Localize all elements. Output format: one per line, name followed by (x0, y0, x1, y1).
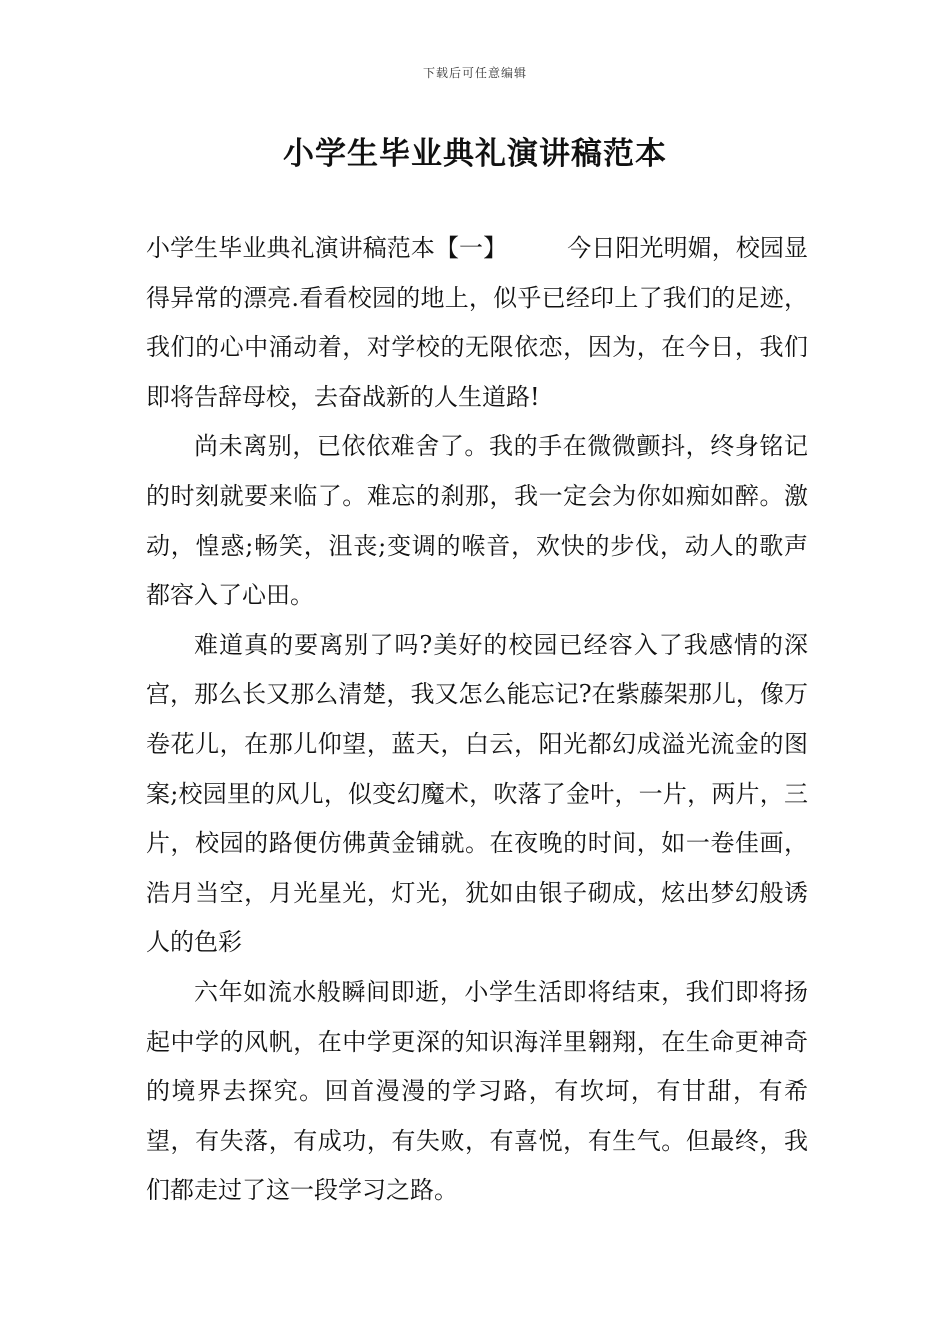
section-heading: 小学生毕业典礼演讲稿范本【一】 (146, 234, 508, 262)
document-body (146, 224, 808, 1216)
paragraph-2: 尚未离别，已依依难舍了。我的手在微微颤抖，终身铭记的时刻就要来临了。难忘的刹那，我一定会为你如痴如醉。激动，惶惑;畅笑，沮丧;变调的喉音，欢快的步伐，动人的歌声都容入了心田。 (146, 432, 808, 610)
document-title: 小学生毕业典礼演讲稿范本 (283, 136, 667, 172)
paragraph-4: 六年如流水般瞬间即逝，小学生活即将结束，我们即将扬起中学的风帆，在中学更深的知识海洋里翱翔，在生命更神奇的境界去探究。回首漫漫的学习路，有坎坷，有甘甜，有希望，有失落，有成功，有失败，有喜悦，有生气。但最终，我们都走过了这一段学习之路。 (146, 977, 808, 1205)
paragraph-1 (146, 224, 808, 422)
paragraph-1-text: 今日阳光明媚，校园显得异常的漂亮.看看校园的地上，似乎已经印上了我们的足迹，我们的心中涌动着，对学校的无限依恋，因为，在今日，我们即将告辞母校，去奋战新的人生道路! (146, 234, 809, 411)
paragraph-3: 难道真的要离别了吗?美好的校园已经容入了我感情的深宫，那么长又那么清楚，我又怎么能忘记?在紫藤架那儿，像万卷花儿，在那儿仰望，蓝天，白云，阳光都幻成溢光流金的图案;校园里的风儿，似变幻魔术，吹落了金叶，一片，两片，三片，校园的路便仿佛黄金铺就。在夜晚的时间，如一卷佳画，浩月当空，月光星光，灯光，犹如由银子砌成，炫出梦幻般诱人的色彩 (146, 630, 808, 957)
header-note: 下载后可任意编辑 (422, 66, 527, 80)
